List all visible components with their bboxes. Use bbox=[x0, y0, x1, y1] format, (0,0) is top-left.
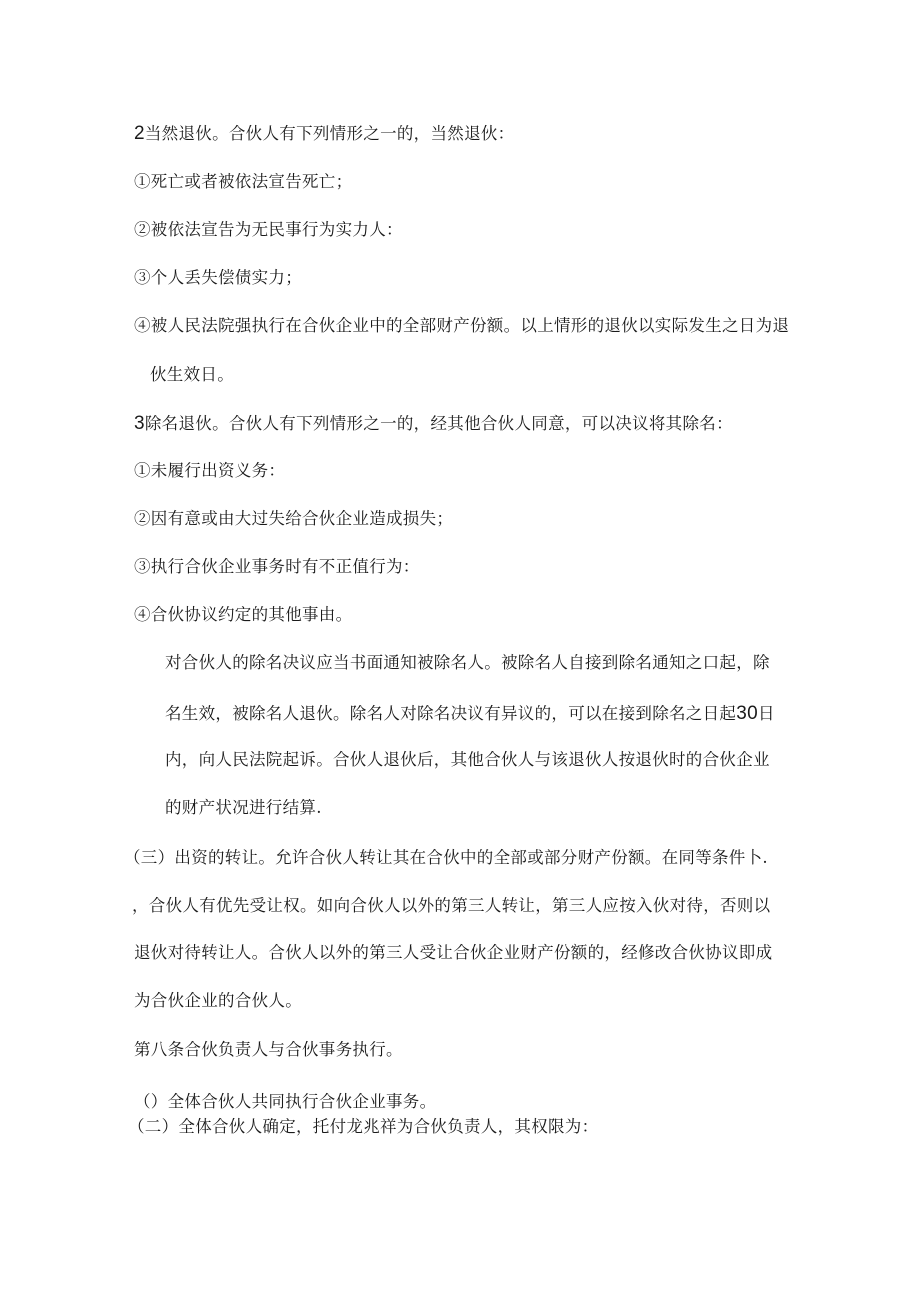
paragraph-line: （）全体合伙人共同执行合伙企业事务。 bbox=[134, 1092, 437, 1111]
paragraph-line: 为合伙企业的合伙人。 bbox=[134, 991, 302, 1010]
paragraph-line: ，合伙人有优先受让权。如向合伙人以外的第三人转让，第三人应按入伙对待，否则以 bbox=[132, 896, 771, 915]
line-text: 名生效，被除名人退伙。除名人对除名决议有异议的，可以在接到除名之日起 bbox=[165, 704, 737, 723]
item-text: 除名退伙。合伙人有下列情形之一的，经其他合伙人同意，可以决议将其除名： bbox=[144, 414, 733, 433]
paragraph-line: 的财产状况进行结算. bbox=[165, 798, 322, 817]
paragraph-line: ②被依法宣告为无民事行为实力人： bbox=[134, 220, 403, 239]
paragraph-line: 退伙对待转让人。合伙人以外的第三人受让合伙企业财产份额的，经修改合伙协议即成 bbox=[134, 943, 773, 962]
item-2-heading bbox=[134, 124, 514, 143]
paragraph-line: ③个人丢失偿债实力； bbox=[134, 268, 302, 287]
paragraph-line: ④被人民法院强执行在合伙企业中的全部财产份额。以上情形的退伙以实际发生之日为退 bbox=[134, 316, 790, 335]
line-text: 日 bbox=[757, 704, 775, 723]
article-heading: 第八条合伙负责人与合伙事务执行。 bbox=[134, 1040, 403, 1059]
paragraph-line: （三）出资的转让。允许合伙人转让其在合伙中的全部或部分财产份额。在同等条件卜. bbox=[124, 848, 768, 867]
paragraph-line bbox=[165, 704, 775, 723]
item-number: 3 bbox=[134, 413, 145, 434]
paragraph-line: ①死亡或者被依法宣告死亡； bbox=[134, 172, 353, 191]
paragraph-line: ④合伙协议约定的其他事由。 bbox=[134, 605, 353, 624]
day-count: 30 bbox=[736, 703, 758, 724]
paragraph-line: （二）全体合伙人确定，托付龙兆祥为合伙负责人，其权限为： bbox=[128, 1117, 599, 1136]
paragraph-line: ②因有意或由大过失给合伙企业造成损失； bbox=[134, 509, 454, 528]
paragraph-line: 内，向人民法院起诉。合伙人退伙后，其他合伙人与该退伙人按退伙时的合伙企业 bbox=[165, 750, 770, 769]
item-3-heading bbox=[134, 414, 733, 433]
item-text: 当然退伙。合伙人有下列情形之一的，当然退伙： bbox=[144, 124, 515, 143]
item-number: 2 bbox=[134, 123, 145, 144]
paragraph-line: ①未履行出资义务： bbox=[134, 461, 286, 480]
paragraph-line: 伙生效日。 bbox=[150, 365, 234, 384]
paragraph-line: ③执行合伙企业事务时有不正值行为： bbox=[134, 557, 420, 576]
paragraph-line: 对合伙人的除名决议应当书面通知被除名人。被除名人自接到除名通知之口起，除 bbox=[165, 653, 770, 672]
